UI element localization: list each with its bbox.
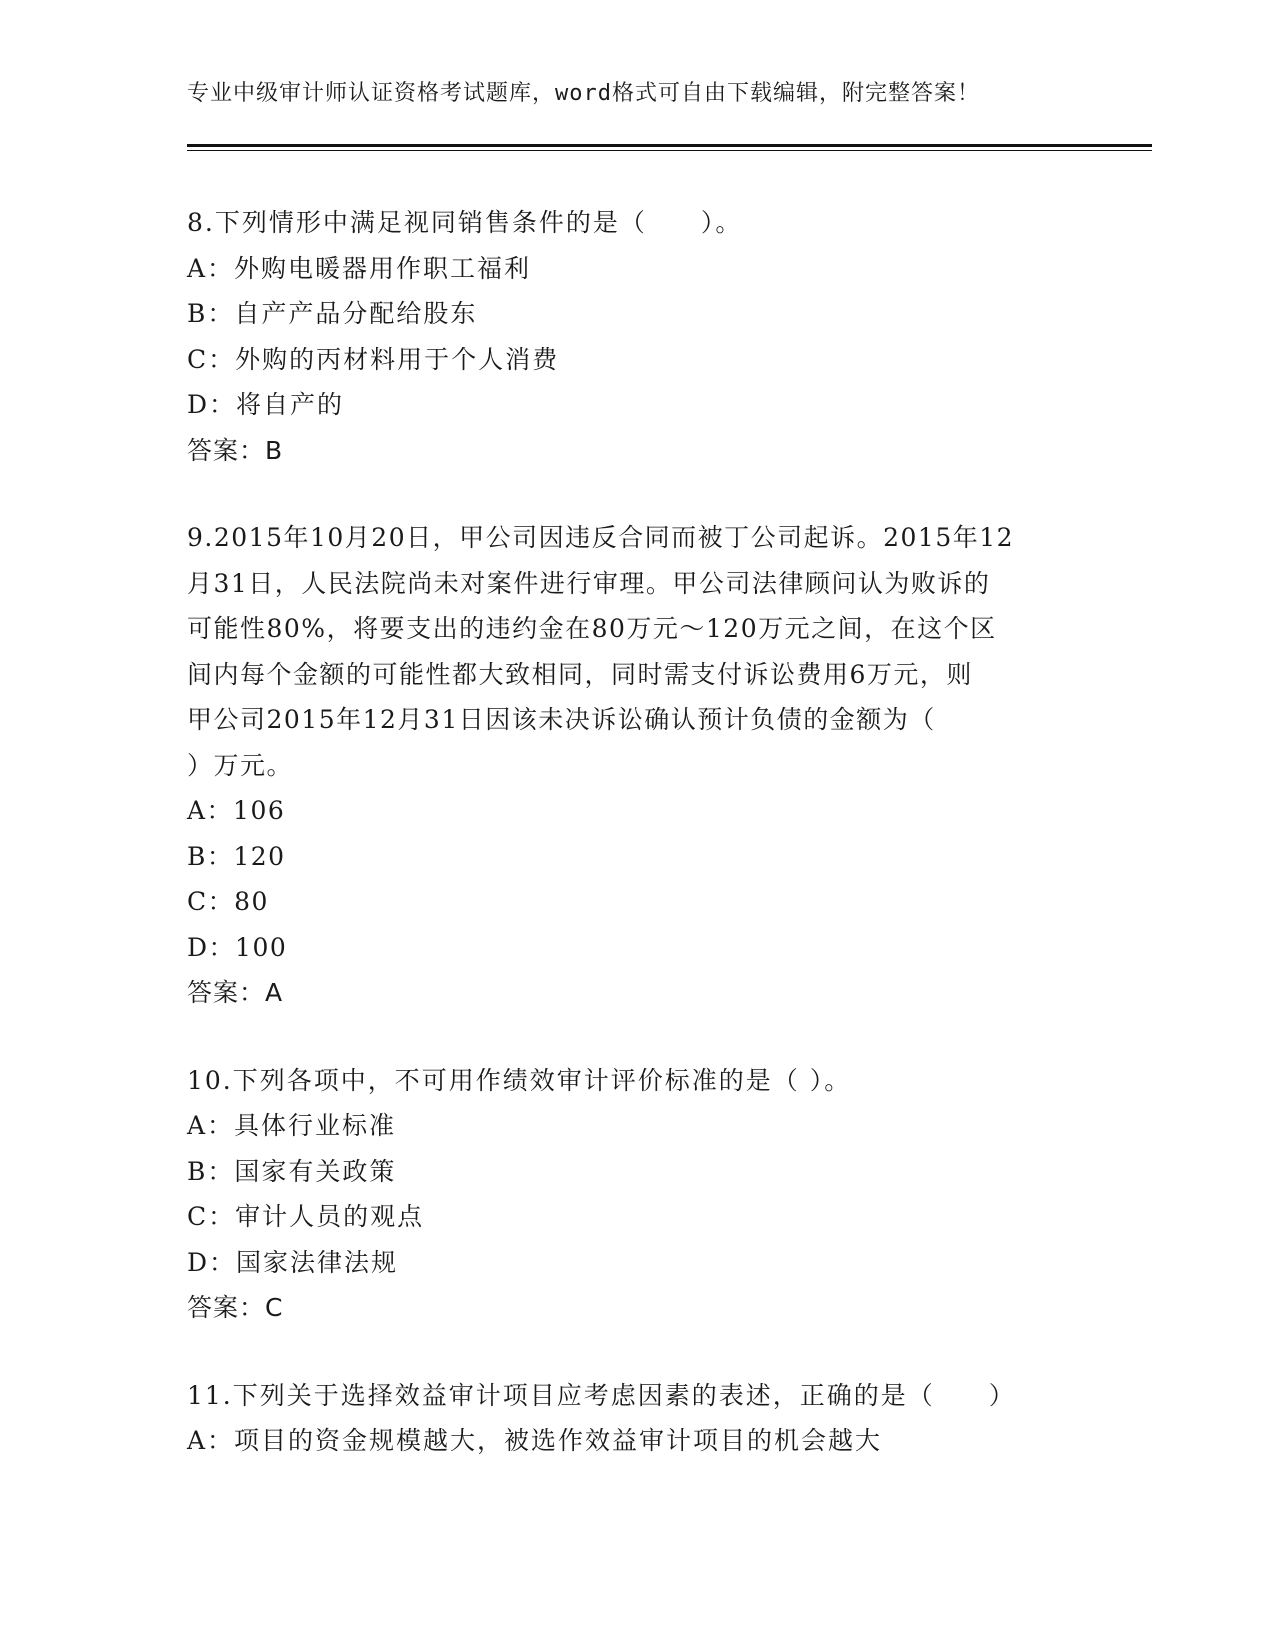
question-11	[187, 1373, 1087, 1464]
option-c: C：外购的丙材料用于个人消费	[187, 344, 560, 374]
answer: 答案：A	[187, 978, 284, 1007]
option-d: D：国家法律法规	[187, 1247, 399, 1277]
question-list	[187, 200, 1087, 1506]
option-b: B：国家有关政策	[187, 1156, 397, 1186]
header-divider-thick	[187, 144, 1152, 147]
option-b: B：自产产品分配给股东	[187, 299, 478, 328]
question-stem-line: ）万元。	[187, 750, 294, 780]
question-stem: 10.下列各项中，不可用作绩效审计评价标准的是（ ）。	[187, 1065, 852, 1095]
answer: 答案：C	[187, 1293, 284, 1322]
option-b: B：120	[187, 841, 286, 871]
option-a: A：外购电暖器用作职工福利	[187, 253, 532, 283]
question-stem-line: 可能性80%，将要支出的违约金在80万元～120万元之间，在这个区	[187, 614, 997, 643]
option-a: A：具体行业标准	[187, 1111, 397, 1140]
question-stem-line: 月31日，人民法院尚未对案件进行审理。甲公司法律顾问认为败诉的	[187, 568, 991, 598]
question-stem: 8.下列情形中满足视同销售条件的是（ ）。	[187, 208, 743, 237]
header-divider-thin	[187, 150, 1152, 151]
answer: 答案：B	[187, 435, 284, 465]
question-stem-line: 间内每个金额的可能性都大致相同，同时需支付诉讼费用6万元，则	[187, 659, 973, 689]
option-d: D：100	[187, 932, 288, 962]
question-stem: 11.下列关于选择效益审计项目应考虑因素的表述，正确的是（ ）	[187, 1380, 1016, 1410]
question-stem-line: 9.2015年10月20日，甲公司因违反合同而被丁公司起诉。2015年12	[187, 523, 1015, 552]
question-stem-line: 甲公司2015年12月31日因该未决诉讼确认预计负债的金额为（	[187, 705, 936, 734]
question-10	[187, 1058, 1087, 1331]
question-9	[187, 515, 1087, 1016]
page-header: 专业中级审计师认证资格考试题库，word格式可自由下载编辑，附完整答案！	[187, 81, 980, 106]
option-a: A：106	[187, 796, 286, 825]
option-c: C：审计人员的观点	[187, 1202, 425, 1231]
option-d: D：将自产的	[187, 390, 345, 419]
option-c: C：80	[187, 887, 269, 916]
question-8	[187, 200, 1087, 473]
option-a: A：项目的资金规模越大，被选作效益审计项目的机会越大	[187, 1426, 883, 1455]
